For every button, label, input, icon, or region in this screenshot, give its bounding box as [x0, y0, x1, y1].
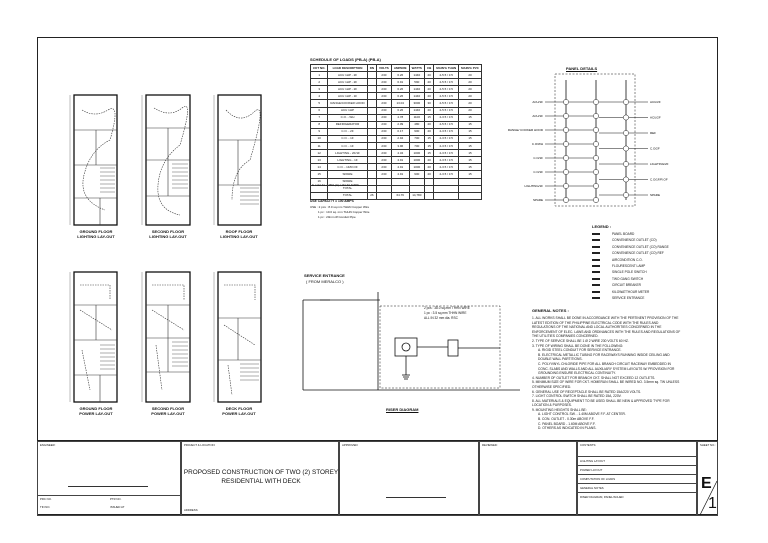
schedule-cell: 230: [377, 171, 392, 178]
schedule-cell: SPARE: [328, 171, 367, 178]
legend-item: CONVENIENCE OUTLET (CO): [612, 238, 657, 243]
schedule-cell: 6.26: [391, 86, 409, 93]
schedule-cell: 15: [424, 143, 433, 150]
ptr-label: PTR NO.: [110, 497, 122, 501]
panel-breaker-center: [593, 99, 598, 104]
schedule-cell: 20: [459, 86, 482, 93]
schedule-formula: S = 62.71 + 25% (9) = 84.73 AMPS: [312, 183, 359, 187]
schedule-cell: 10: [311, 135, 328, 142]
schedule-cell: 590: [409, 79, 424, 86]
schedule-cell: 230: [377, 100, 392, 107]
plan-subtitle-sf-lighting: LIGHTING LAY-OUT: [149, 234, 187, 239]
usb-title: USE CAPACITY = 100 AMPS: [310, 199, 354, 203]
schedule-cell: C.O. - 1F: [328, 143, 367, 150]
prc-label: PRC NO.: [40, 497, 52, 501]
schedule-cell: 20: [459, 79, 482, 86]
schedule-cell: 230: [377, 107, 392, 114]
panel-breaker-right: [623, 99, 628, 104]
schedule-cell: 2-5.5 / 3.5: [434, 107, 459, 114]
legend-item: SINGLE POLE SWITCH: [612, 270, 647, 275]
schedule-cell: 15: [424, 135, 433, 142]
schedule-cell: 2-3.5 / 3.5: [434, 157, 459, 164]
schedule-cell: 4: [311, 93, 328, 100]
engineer-label: ENGINEER:: [40, 443, 56, 447]
legend-item: CIRCUIT BREAKER: [612, 283, 641, 288]
schedule-cell: 15: [459, 128, 482, 135]
schedule-cell: 2: [311, 79, 328, 86]
schedule-cell: C.O. - WH: [328, 114, 367, 121]
schedule-cell: 1440: [409, 107, 424, 114]
schedule-cell: 2-3.5 / 3.5: [434, 164, 459, 171]
panel-breaker-right: [623, 115, 628, 120]
schedule-cell: 2.94: [391, 135, 409, 142]
schedule-cell: 64.76: [391, 192, 409, 199]
panel-label-right: ACU/2F: [650, 115, 661, 120]
contents-cell: [577, 441, 697, 516]
schedule-cell: 20: [459, 107, 482, 114]
schedule-cell: 20: [424, 93, 433, 100]
legend-title: LEGEND :: [592, 224, 612, 229]
legend-symbol-icon: [592, 233, 600, 235]
plan-subtitle-sf-power: POWER LAY-OUT: [151, 411, 185, 416]
panel-breaker-center: [593, 169, 598, 174]
panel-label-left: ACU/1F: [532, 100, 543, 104]
schedule-header-0: CKT NO.: [311, 65, 328, 72]
schedule-cell: 12: [311, 150, 328, 157]
sheet-letter: E: [701, 475, 712, 492]
panel-breaker-left: [563, 141, 568, 146]
legend-item: TWO GANG SWITCH: [612, 276, 644, 281]
legend-symbol-icon: [592, 297, 600, 299]
engineer-cell: [37, 441, 181, 516]
panel-label-right: C.O/2F: [650, 146, 660, 151]
panel-label-right: SPARE: [650, 193, 660, 197]
schedule-cell: 1440: [409, 93, 424, 100]
project-title-line-2: RESIDENTIAL WITH DECK: [221, 478, 301, 485]
schedule-cell: 4.91: [391, 164, 409, 171]
schedule-cell: 230: [377, 79, 392, 86]
general-note-item: D. OTHERS AS INDICATED IN PLANS.: [538, 426, 597, 431]
panel-label-right: ACU/2F: [650, 100, 661, 104]
schedule-cell: 6: [311, 107, 328, 114]
legend-item: PANEL BOARD: [612, 232, 635, 236]
schedule-cell: 480: [409, 121, 424, 128]
schedule-cell: 1000: [409, 157, 424, 164]
general-note-item: 5. MINIMUM SIZE OF WIRE FOR CKT. HOMERUN SHALL BE WIRED NO. 3.5mm sq. TW UNLESS OTHERWISE SPECIFIED.: [532, 380, 680, 389]
schedule-cell: 2-5.5 / 3.5: [434, 121, 459, 128]
schedule-cell: 2-5.5 / 3.5: [434, 93, 459, 100]
schedule-cell: 3: [311, 86, 328, 93]
legend-item: CONVENIENCE OUTLET (CO) REF: [612, 251, 664, 256]
service-title: SERVICE ENTRANCE: [304, 273, 345, 278]
reviewed-cell: [479, 441, 577, 516]
legend-symbol-icon: [592, 239, 600, 241]
schedule-cell: 15: [459, 157, 482, 164]
legend-symbol-icon: [592, 259, 600, 261]
schedule-cell: 2.09: [391, 121, 409, 128]
general-note-item: B. ELECTRICAL METALLIC TUBING FOR RACEWAYS RUNNING INSIDE CEILING AND DOUBLE WALL PARTITIONS.: [538, 352, 670, 362]
schedule-cell: TOTAL: [328, 192, 367, 199]
engineer-divider: [38, 495, 182, 496]
legend-symbol-icon: [592, 278, 600, 280]
schedule-header-6: CB: [424, 65, 433, 72]
general-note-item: 1. ALL WORKS SHALL BE DONE IN ACCORDANCE WITH THE PERTINENT PROVISION OF THE LATEST EDITION OF THE PHILIPPINE ELECTRICAL CODE WITH THE RULES AND REGULATIONS OF THE NATIONAL AND LOCAL AUTHORITIES CONCERNED IN THE ENFORCEMENT OF ELEC. LAWS AND ORDINANCES WITH THE RULES AND REGULATIONS OF THE UTILITIES COMPANIES CONCERNED.: [532, 316, 681, 339]
schedule-cell: 30: [424, 100, 433, 107]
schedule-cell: 2-3.5 / 3.5: [434, 128, 459, 135]
schedule-cell: 26: [367, 192, 376, 199]
schedule-cell: ACU 1HP - 2F: [328, 79, 367, 86]
schedule-cell: 1: [311, 72, 328, 79]
schedule-cell: 2-3.5 / 3.5: [434, 114, 459, 121]
sheet-number: 1: [708, 495, 717, 512]
schedule-cell: 20: [424, 128, 433, 135]
schedule-cell: ACU 1HP - 2F: [328, 72, 367, 79]
schedule-cell: 1440: [409, 72, 424, 79]
schedule-header-2: DN: [367, 65, 376, 72]
legend-item: SERVICE ENTRANCE: [612, 296, 645, 300]
schedule-cell: 900: [409, 128, 424, 135]
schedule-cell: 20: [424, 79, 433, 86]
schedule-cell: 15: [459, 121, 482, 128]
panel-breaker-center: [593, 141, 598, 146]
plan-title-gf-power: GROUND FLOOR: [79, 406, 113, 411]
legend-symbol-icon: [592, 284, 600, 286]
address-label: ADDRESS:: [184, 508, 199, 512]
service-note-1: 2 pcs : 38.0 sq.mm THHN WIRE: [424, 306, 470, 310]
schedule-cell: C.O. - 1F: [328, 135, 367, 142]
schedule-cell: 11: [311, 143, 328, 150]
reviewed-label: REVIEWED:: [482, 443, 498, 447]
usb-line-2: 1 pc : 10.0 sq. mm THHN Copper Wire: [318, 210, 370, 214]
general-note-item: 3. TYPE OF WIRING SHALL BE DONE IN THE FOLLOWING:: [532, 343, 624, 348]
schedule-cell: 3000: [409, 100, 424, 107]
schedule-cell: 15: [459, 150, 482, 157]
panel-breaker-center: [593, 155, 598, 160]
panel-label-left: C.O/1F: [533, 156, 543, 160]
schedule-cell: 6.26: [391, 72, 409, 79]
contents-item: POWER LAYOUT: [578, 465, 698, 474]
schedule-cell: 20: [424, 164, 433, 171]
approved-label: APPROVED:: [342, 443, 359, 447]
general-note-item: 9. MOUNTING HEIGHTS SHALL BE:: [532, 407, 587, 412]
schedule-cell: 230: [377, 86, 392, 93]
schedule-cell: 700: [409, 143, 424, 150]
panel-breaker-right: [623, 192, 628, 197]
panel-label-left: C.O/WH: [531, 142, 543, 146]
legend-symbol-icon: [592, 291, 600, 293]
general-note-item: 2. TYPE OF SERVICE SHALL BE 1 Ø 2 WIRE 230 VOLTS 60 HZ.: [532, 338, 629, 343]
schedule-cell: 16: [311, 178, 328, 185]
general-note-item: 7. LIGHT CONTROL SWITCH SHALL BE RATED 15A, 220V.: [532, 394, 622, 399]
schedule-cell: 20: [424, 157, 433, 164]
schedule-cell: SPARE: [328, 178, 367, 185]
schedule-header-8: MAIN'G PVC: [459, 65, 482, 72]
panel-breaker-center: [593, 183, 598, 188]
schedule-cell: 4.91: [391, 157, 409, 164]
schedule-cell: 6.26: [391, 107, 409, 114]
tin-label: TIN NO.: [40, 505, 51, 509]
schedule-cell: 700: [409, 135, 424, 142]
plan-title-roof-lighting: ROOF FLOOR: [225, 229, 253, 234]
riser-diagram-title: RISER DIAGRAM: [386, 407, 419, 412]
schedule-cell: 1440: [409, 86, 424, 93]
schedule-cell: 900: [409, 171, 424, 178]
schedule-cell: 2-3.5 / 3.5: [434, 150, 459, 157]
approved-cell: [339, 441, 479, 516]
schedule-cell: 20: [424, 121, 433, 128]
schedule-cell: 4.78: [391, 114, 409, 121]
schedule-cell: C.O. - 2F: [328, 128, 367, 135]
schedule-cell: 1100: [409, 114, 424, 121]
engineer-signature-line: [68, 486, 148, 487]
schedule-cell: 20: [459, 100, 482, 107]
panel-breaker-right: [623, 146, 628, 151]
panel-breaker-left: [563, 113, 568, 118]
issued-label: ISSUED AT: [110, 505, 125, 509]
schedule-cell: 4.34: [391, 150, 409, 157]
contents-item: RISER DIAGRAM, PANEL/SCHED: [578, 492, 698, 501]
legend-symbol-icon: [592, 246, 600, 248]
schedule-cell: ACU 1HP: [328, 107, 367, 114]
schedule-cell: 2-3.5 / 3.5: [434, 135, 459, 142]
service-note-3: ALL IN 32 mm dia. RSC: [424, 316, 458, 320]
schedule-cell: 2-5.5 / 3.5: [434, 86, 459, 93]
schedule-cell: 230: [377, 164, 392, 171]
plan-title-gf-lighting: GROUND FLOOR: [79, 229, 113, 234]
schedule-cell: 0.17: [391, 128, 409, 135]
legend-item: FLOURESCENT LAMP: [612, 264, 646, 268]
schedule-header-4: AMPERE: [391, 65, 409, 72]
panel-label-right: C.O/1F/R.OF: [650, 177, 668, 182]
panel-breaker-center: [593, 127, 598, 132]
schedule-cell: 8: [311, 121, 328, 128]
schedule-cell: C.O. - 1F/R.OF: [328, 164, 367, 171]
schedule-cell: 14: [311, 164, 328, 171]
plan-title-sf-lighting: SECOND FLOOR: [151, 229, 185, 234]
schedule-cell: 20: [459, 72, 482, 79]
panel-title: PANEL DETAILS: [566, 66, 598, 71]
panel-label-left: RANGE/ COOKER HOOD: [507, 128, 543, 132]
schedule-cell: 230: [377, 143, 392, 150]
schedule-cell: 20: [424, 72, 433, 79]
schedule-cell: LIGHTING - 1F: [328, 157, 367, 164]
schedule-cell: 5: [311, 100, 328, 107]
schedule-title: SCHEDULE OF LOADS (PB-A) (PB-A): [310, 57, 381, 62]
legend-symbol-icon: [592, 265, 600, 267]
contents-label: CONTENTS:: [580, 443, 597, 447]
general-note-item: 8. ALL MATERIALS & EQUIPMENT TO BE USED SHALL BE NEW & APPROVED TYPE FOR LOCATION & PURPOSES.: [532, 398, 670, 408]
panel-breaker-right: [623, 130, 628, 135]
service-subtitle: ( FROM MERALCO ): [306, 279, 344, 284]
schedule-cell: 9: [311, 128, 328, 135]
panel-breaker-right: [623, 161, 628, 166]
schedule-cell: 2-5.5 / 3.5: [434, 72, 459, 79]
schedule-header-5: WATTS: [409, 65, 424, 72]
general-note-item: C. PANEL BOARD - 1.60M ABOVE F.F.: [538, 421, 596, 426]
general-note-item: 6. GENERAL USE OF RECEPTACLE SHALL BE RATED 15A/220 VOLTS.: [532, 389, 642, 394]
schedule-cell: 6.26: [391, 93, 409, 100]
contents-item: GENERAL NOTES: [578, 483, 698, 492]
approved-signature-line: [386, 497, 446, 498]
schedule-cell: 2-5.5 / 3.5: [434, 79, 459, 86]
panel-breaker-center: [593, 197, 598, 202]
general-note-item: A. RIGID STEEL CONDUIT FOR SERVICE ENTRANCE.: [538, 348, 622, 353]
panel-label-left: ACU/1F: [532, 114, 543, 118]
project-label: PROJECT & LOCATION:: [184, 443, 216, 447]
schedule-cell: 2-5.5 / 3.5: [434, 100, 459, 107]
plan-title-deck-power: DECK FLOOR: [225, 406, 253, 411]
schedule-cell: 230: [377, 114, 392, 121]
schedule-cell: ACU 1HP - 1F: [328, 93, 367, 100]
contents-item: COMPUTATION OF LOADS: [578, 474, 698, 483]
schedule-cell: 7: [311, 114, 328, 121]
schedule-cell: 2-3.5 / 3.5: [434, 171, 459, 178]
panel-label-right: REF: [650, 131, 656, 135]
schedule-cell: 230: [377, 93, 392, 100]
schedule-cell: 15: [459, 171, 482, 178]
general-notes-list: [532, 316, 682, 431]
schedule-header-1: LOAD DESCRIPTION: [328, 65, 367, 72]
panel-label-left: SPARE: [533, 198, 543, 202]
schedule-cell: 15: [459, 135, 482, 142]
schedule-cell: RANGE/COOKER HOOD: [328, 100, 367, 107]
contents-item: LIGHTING LAYOUT: [578, 456, 698, 465]
legend-item: CONVENIENCE OUTLET (CO) RANGE: [612, 244, 669, 249]
schedule-cell: 2-3.5 / 3.5: [434, 143, 459, 150]
schedule-cell: 20: [424, 107, 433, 114]
panel-breaker-center: [593, 113, 598, 118]
schedule-cell: 13.04: [391, 100, 409, 107]
schedule-cell: 230: [377, 128, 392, 135]
schedule-cell: 14,780: [409, 192, 424, 199]
panel-breaker-left: [563, 155, 568, 160]
general-note-item: A. LIGHT CONTROL SW. - 1.40M ABOVE F.F. AT CENTER.: [538, 412, 626, 417]
schedule-cell: 20: [424, 86, 433, 93]
schedule-cell: 15: [459, 164, 482, 171]
general-note-item: B. CON. OUTLET - 0.30m ABOVE F.F.: [538, 417, 595, 422]
service-note-2: 1 pc : 3.5 sq.mm THHN WIRE: [424, 311, 467, 315]
schedule-cell: 230: [377, 72, 392, 79]
schedule-cell: 20: [424, 171, 433, 178]
panel-label-right: LIGHTING/2F: [650, 162, 669, 166]
general-note-item: 4. NUMBER OF OUTLET FOR BRANCH CKT. SHALL NOT EXCEED 12 OUTLETS.: [532, 375, 656, 380]
plan-subtitle-gf-lighting: LIGHTING LAY-OUT: [77, 234, 115, 239]
general-notes-title: GENERAL NOTES :: [532, 308, 569, 313]
sheet-label: SHEET NO.:: [700, 443, 716, 447]
schedule-cell: 1000: [409, 150, 424, 157]
schedule-cell: 230: [377, 150, 392, 157]
plan-title-sf-power: SECOND FLOOR: [151, 406, 185, 411]
panel-breaker-left: [563, 127, 568, 132]
project-title-line-1: PROPOSED CONSTRUCTION OF TWO (2) STOREY: [183, 469, 339, 476]
schedule-cell: 15: [459, 114, 482, 121]
project-cell: [181, 441, 339, 516]
schedule-cell: LIGHTING - 2F/1F: [328, 150, 367, 157]
plan-subtitle-roof-lighting: LIGHTING LAY-OUT: [220, 234, 258, 239]
schedule-cell: 4.91: [391, 171, 409, 178]
schedule-cell: 1000: [409, 164, 424, 171]
usb-line-3: 1 pc : 20mm Ø Conduit Pipe: [318, 215, 356, 219]
panel-label-left: C.O/1F: [533, 170, 543, 174]
legend-item: KILOWATTHOUR METER: [612, 289, 650, 294]
schedule-header-7: MAIN'G THHN: [434, 65, 459, 72]
schedule-cell: 230: [377, 157, 392, 164]
schedule-cell: REFRIGERATOR: [328, 121, 367, 128]
schedule-cell: 15: [311, 171, 328, 178]
schedule-cell: 15: [459, 143, 482, 150]
plan-subtitle-gf-power: POWER LAY-OUT: [79, 411, 113, 416]
schedule-cell: 230: [377, 135, 392, 142]
general-note-item: C. POLYVINYL CHLORIDE PIPE FOR ALL BRANCH CIRCUIT RACEWAY EMBEDDED IN CONC. SLABS AND WALLS AND ALL AUXILIARY SYSTEM LAYOUTS W/ PROVISION FOR GROUNDING ENSURE ELECTRICAL CONTINUITY.: [538, 361, 675, 376]
schedule-cell: 15: [424, 114, 433, 121]
schedule-header-3: VOLTS: [377, 65, 392, 72]
usb-line-1: USE : 2 pcs : 8.0 sq.mm THHN Copper Wire: [310, 205, 370, 209]
schedule-cell: 230: [377, 121, 392, 128]
panel-breaker-left: [563, 99, 568, 104]
panel-breaker-right: [623, 177, 628, 182]
panel-breaker-left: [563, 183, 568, 188]
schedule-cell: 15: [424, 150, 433, 157]
schedule-cell: 3.96: [391, 143, 409, 150]
schedule-cell: 6.91: [391, 79, 409, 86]
schedule-cell: 20: [459, 93, 482, 100]
legend-item: AIRCONDITION C.O.: [612, 257, 643, 262]
schedule-cell: 13: [311, 157, 328, 164]
schedule-cell: TOTAL: [328, 185, 367, 192]
plan-subtitle-deck-power: POWER LAY-OUT: [222, 411, 256, 416]
panel-label-left: LIGHTING/1F: [524, 184, 543, 188]
legend-symbol-icon: [592, 252, 600, 254]
schedule-cell: ACU 1HP - 2F: [328, 86, 367, 93]
title-block: [37, 440, 718, 516]
sheet-cell: [697, 441, 718, 516]
panel-breaker-left: [563, 197, 568, 202]
legend-symbol-icon: [592, 271, 600, 273]
panel-breaker-left: [563, 169, 568, 174]
